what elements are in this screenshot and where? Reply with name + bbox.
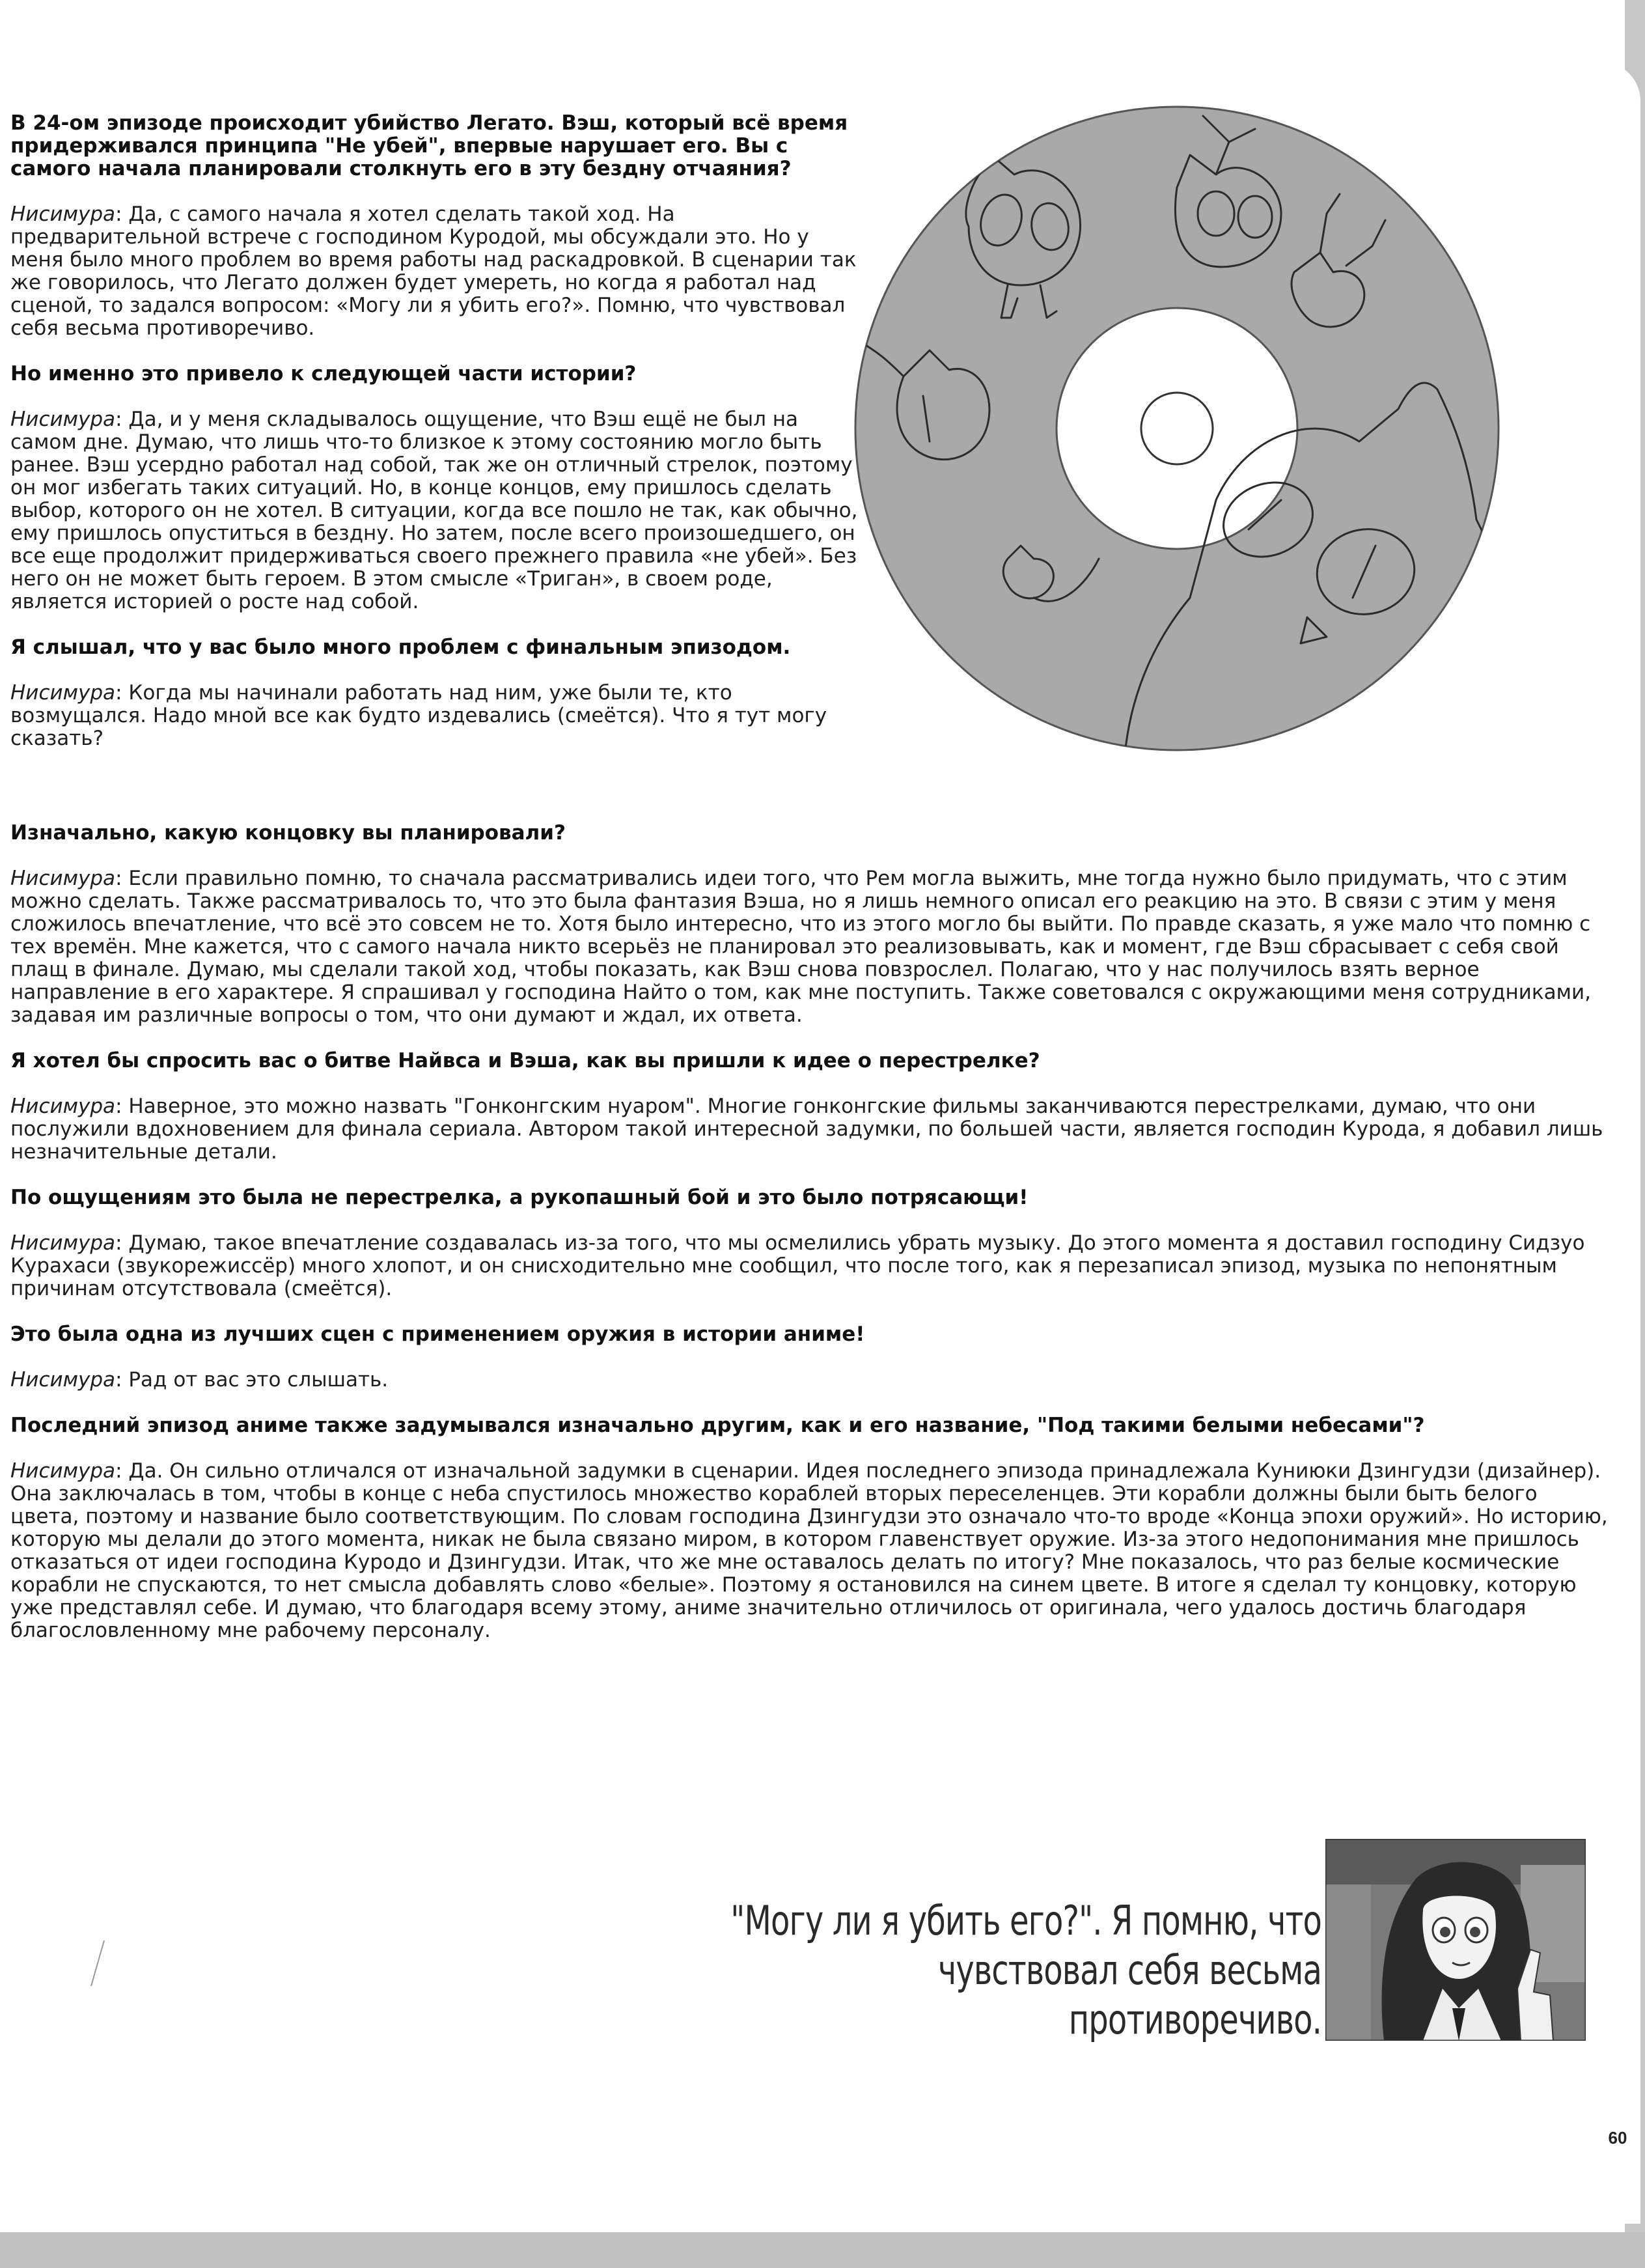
pull-quote-line-2: чувствовал себя весьма противоречиво. (937, 1946, 1321, 2043)
answer-4: Нисимура: Если правильно помню, то сначала рассматривались идеи того, что Рем могла выжить, мне тогда нужно было придумать, что с этим можно сделать. Также рассматривалось то, что это была фантазия Вэша, но я лишь немного описал его реакцию на это. В связи с этим у меня сложилось впечатление, что всё это совсем не то. Хотя было интересно, что из этого могло бы выйти. По правде сказать, я уже мало что помню с тех времён. Мне кажется, что с самого начала никто всерьёз не планировал это реализовывать, как и момент, где Вэш сбрасывает с себя свой плащ в финале. Думаю, мы сделали такой ход, чтобы показать, как Вэш снова повзрослел. Полагаю, что у нас получилось взять верное направление в его характере. Я спрашивал у господина Найто о том, как мне поступить. Также советовался с окружающими меня сотрудниками, задавая им различные вопросы о том, что они думают и ждал, их ответа. (10, 867, 1592, 1027)
pull-quote (678, 1896, 1321, 2045)
answer-7: Нисимура: Рад от вас это слышать. (10, 1368, 389, 1392)
question-2: Но именно это привело к следующей части истории? (10, 362, 637, 385)
question-3: Я слышал, что у вас было много проблем с финальным эпизодом. (10, 636, 791, 659)
speaker-name: Нисимура (10, 867, 116, 890)
answer-2: Нисимура: Да, и у меня складывалось ощущение, что Вэш ещё не был на самом дне. Думаю, что лишь что-то близкое к этому состоянию могло быть ранее. Вэш усердно работал над собой, так же он отличный стрелок, поэтому он мог избегать таких ситуаций. Но, в конце концов, ему пришлось сделать выбор, которого он не хотел. В ситуации, когда все пошло не так, как обычно, ему пришлось опуститься в бездну. Но затем, после всего произошедшего, он все еще продолжит придерживаться своего прежнего правила «не убей». Без него он не может быть героем. В этом смысле «Триган», в своем роде, является историей о росте над собой. (10, 408, 858, 613)
answer-8: Нисимура: Да. Он сильно отличался от изначальной задумки в сценарии. Идея последнего эпизода принадлежала Куниюки Дзингудзи (дизайнер). Она заключалась в том, чтобы в конце с неба спустилось множество кораблей вторых переселенцев. Эти корабли должны были быть белого цвета, поэтому и название было соответствующим. По словам господина Дзингудзи это означало что-то вроде «Конца эпохи оружий». Но историю, которую мы делали до этого момента, никак не была связано миром, в котором главенствует оружие. Из-за этого недопонимания мне пришлось отказаться от идеи господина Куродо и Дзингудзи. Итак, что же мне оставалось делать по итогу? Мне показалось, что раз белые космические корабли не спускаются, то нет смысла добавлять слово «белые». Поэтому я остановился на синем цвете. В итоге я сделал ту концовку, которую уже представлял себе. И думаю, что благодаря всему этому, аниме значительно отличилось от оригинала, чего удалось достичь благодаря благословленному мне рабочему персоналу. (10, 1459, 1608, 1642)
speaker-name: Нисимура (10, 1095, 116, 1118)
question-5: Я хотел бы спросить вас о битве Найвса и Вэша, как вы пришли к идее о перестрелке? (10, 1049, 1040, 1072)
scratch-mark (85, 1937, 111, 1989)
question-6: По ощущениям это была не перестрелка, а рукопашный бой и это было потрясающи! (10, 1186, 1029, 1209)
page-number: 60 (1608, 2128, 1627, 2148)
speaker-name: Нисимура (10, 1459, 116, 1483)
answer-5: Нисимура: Наверное, это можно назвать "Гонконгским нуаром". Многие гонконгские фильмы заканчиваются перестрелками, думаю, что они послужили вдохновением для финала сериала. Автором такой интересной задумки, по большей части, является господин Курода, я добавил лишь незначительные детали. (10, 1095, 1603, 1164)
question-4: Изначально, какую концовку вы планировали? (10, 821, 566, 845)
speaker-name: Нисимура (10, 681, 116, 705)
interview-column-bottom (10, 822, 1612, 1642)
question-1: В 24-ом эпизоде происходит убийство Легато. Вэш, который всё время придерживался принципа "Не убей", впервые нарушает его. Вы с самого начала планировали столкнуть его в эту бездну отчаяния? (10, 111, 848, 180)
answer-1: Нисимура: Да, с самого начала я хотел сделать такой ход. На предварительной встрече с господином Куродой, мы обсуждали это. Но у меня было много проблем во время работы над раскадровкой. В сценарии так же говорилось, что Легато должен будет умереть, но когда я работал над сценой, то задался вопросом: «Могу ли я убить его?». Помню, что чувствовал себя весьма противоречиво. (10, 203, 857, 340)
interview-column-top (10, 112, 863, 750)
page-bottom-band (0, 2232, 1645, 2268)
cd-illustration (851, 103, 1502, 754)
answer-3: Нисимура: Когда мы начинали работать над ним, уже были те, кто возмущался. Надо мной все как будто издевались (смеётся). Что я тут могу сказать? (10, 681, 827, 750)
speaker-name: Нисимура (10, 1368, 116, 1392)
speaker-name: Нисимура (10, 203, 116, 226)
question-7: Это была одна из лучших сцен с применением оружия в истории аниме! (10, 1323, 865, 1346)
answer-6: Нисимура: Думаю, такое впечатление создавалась из-за того, что мы осмелились убрать музыку. До этого момента я доставил господину Сидзуо Курахаси (звукорежиссёр) много хлопот, и он снисходительно мне сообщил, что после того, как я перезаписал эпизод, музыка по непонятным причинам отсутствовала (смеётся). (10, 1231, 1585, 1300)
speaker-name: Нисимура (10, 408, 116, 431)
pull-quote-line-1: "Могу ли я убить его?". Я помню, что (730, 1897, 1321, 1944)
question-8: Последний эпизод аниме также задумывался изначально другим, как и его название, "Под такими белыми небесами"? (10, 1414, 1425, 1437)
speaker-name: Нисимура (10, 1231, 116, 1255)
anime-still-image (1325, 1839, 1586, 2041)
